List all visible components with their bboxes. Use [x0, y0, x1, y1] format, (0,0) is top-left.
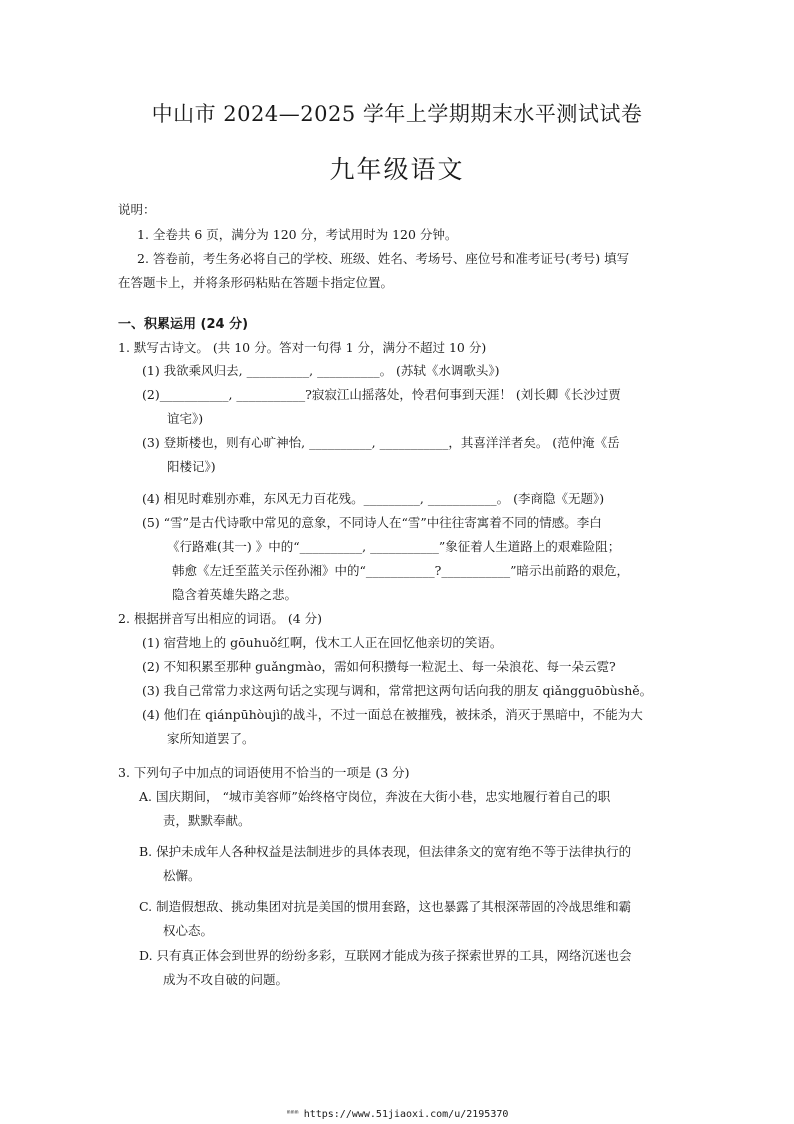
instruction-item-1: 1. 全卷共 6 页，满分为 120 分，考试用时为 120 分钟。 — [137, 227, 458, 242]
question-3-option-a-line-1: A. 国庆期间， “城市美容师”始终格守岗位，奔波在大街小巷，忠实地履行着自己的职 — [139, 789, 611, 804]
instruction-item-2-line-2: 在答题卡上，并将条形码粘贴在答题卡指定位置。 — [118, 275, 394, 290]
question-1-stem: 1. 默写古诗文。 (共 10 分。答对一句得 1 分，满分不超过 10 分) — [118, 340, 487, 355]
question-2-item-4-line-2: 家所知道罢了。 — [167, 731, 255, 746]
question-3-stem: 3. 下列句子中加点的词语使用不恰当的一项是 (3 分) — [118, 765, 410, 780]
question-3-option-c-line-2: 权心态。 — [163, 923, 214, 938]
footer-watermark — [0, 1109, 794, 1120]
question-1-item-5-line-4: 隐含着英雄失路之悲。 — [172, 587, 298, 602]
question-3-option-b-line-2: 松懈。 — [163, 868, 201, 883]
question-1-item-2-line-1: (2)___________, ___________?寂寂江山摇落处，怜君何事到天涯！ (刘长卿《长沙过贾 — [142, 387, 621, 402]
exam-title: 中山市 2024—2025 学年上学期期末水平测试试卷 — [151, 102, 643, 126]
question-2-stem: 2. 根据拼音写出相应的词语。 (4 分) — [118, 611, 323, 626]
footer-url[interactable]: https://www.51jiaoxi.com/u/2195370 — [303, 1109, 509, 1120]
question-3-option-a-line-2: 责，默默奉献。 — [163, 813, 251, 828]
question-1-item-3-line-2: 阳楼记》) — [167, 459, 216, 474]
question-3-option-d-line-2: 成为不攻自破的问题。 — [163, 972, 289, 987]
question-1-item-1: (1) 我欲乘风归去, __________, __________。 (苏轼《水调歌头》) — [142, 363, 500, 378]
question-2-item-1: (1) 宿营地上的 gōuhuǒ红啊，伐木工人正在回忆他亲切的笑语。 — [142, 635, 503, 650]
question-1-item-5-line-3: 韩愈《左迁至蓝关示侄孙湘》中的“___________?___________”暗示出前路的艰危， — [172, 563, 629, 578]
instruction-item-2-line-1: 2. 答卷前，考生务必将自己的学校、班级、姓名、考场号、座位号和准考证号(考号) 填写 — [137, 251, 630, 266]
exam-subtitle: 九年级语文 — [329, 155, 465, 184]
question-1-item-5-line-1: (5) “雪”是古代诗歌中常见的意象，不同诗人在“雪”中往往寄寓着不同的情感。李白 — [142, 515, 602, 530]
question-3-option-b-line-1: B. 保护未成年人各种权益是法制进步的具体表现，但法律条文的宽宥绝不等于法律执行的 — [139, 844, 632, 859]
question-2-item-2: (2) 不知积累至那种 guǎngmào，需如何积攒每一粒泥土、每一朵浪花、每一朵云霓? — [142, 659, 616, 674]
question-1-item-2-line-2: 谊宅》) — [167, 411, 204, 426]
section-heading: 一、积累运用 (24 分) — [118, 317, 249, 332]
question-1-item-3-line-1: (3) 登斯楼也，则有心旷神怡, __________, ___________，其喜洋洋者矣。 (范仲淹《岳 — [142, 435, 620, 450]
watermark-mark: ᵐᵐᵐ — [285, 1109, 298, 1120]
question-3-option-c-line-1: C. 制造假想敌、挑动集团对抗是美国的惯用套路，这也暴露了其根深蒂固的冷战思维和霸 — [139, 899, 632, 914]
question-2-item-4-line-1: (4) 他们在 qiánpūhòujì的战斗，不过一面总在被摧残，被抹杀，消灭于黑暗中，不能为大 — [142, 707, 643, 722]
instructions-label: 说明： — [118, 202, 156, 217]
question-1-item-5-line-2: 《行路难(其一) 》中的“__________, ___________”象征着人生道路上的艰难险阻； — [167, 539, 621, 554]
question-1-item-4: (4) 相见时难别亦难，东风无力百花残。_________, ___________。 (李商隐《无题》) — [142, 491, 605, 506]
question-3-option-d-line-1: D. 只有真正体会到世界的纷纷多彩，互联网才能成为孩子探索世界的工具，网络沉迷也会 — [139, 948, 632, 963]
question-2-item-3: (3) 我自己常常力求这两句话之实现与调和，常常把这两句话向我的朋友 qiǎngguōbùshě。 — [142, 683, 653, 698]
